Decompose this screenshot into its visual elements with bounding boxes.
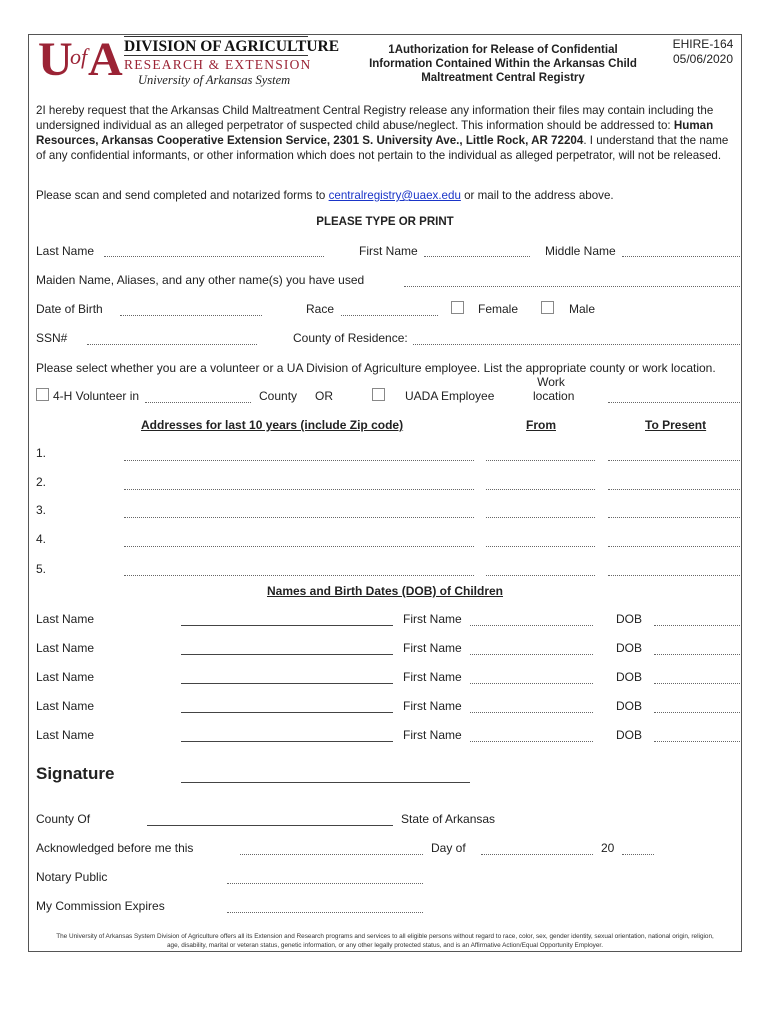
acknowledged-field[interactable] xyxy=(240,854,423,855)
dob-label: Date of Birth xyxy=(36,302,103,316)
last-name-label: Last Name xyxy=(36,244,95,258)
signature-field[interactable] xyxy=(181,782,470,783)
volunteer-checkbox[interactable] xyxy=(36,388,49,401)
child-dob-field[interactable] xyxy=(654,683,740,684)
county-label: County xyxy=(259,389,298,403)
to-field[interactable] xyxy=(608,460,740,461)
work-location-field[interactable] xyxy=(608,402,740,403)
commission-expires-field[interactable] xyxy=(227,912,423,913)
or-label: OR xyxy=(315,389,333,403)
ssn-field[interactable] xyxy=(87,344,257,345)
submission-instructions: Please scan and send completed and notarized forms to centralregistry@uaex.edu or mail to the address above. xyxy=(36,189,614,202)
addresses-heading: Addresses for last 10 years (include Zip code) xyxy=(141,418,404,432)
type-or-print-heading: PLEASE TYPE OR PRINT xyxy=(316,216,454,228)
form-border xyxy=(28,34,742,952)
notary-field[interactable] xyxy=(227,883,423,884)
male-checkbox[interactable] xyxy=(541,301,554,314)
from-heading: From xyxy=(526,418,556,432)
uada-employee-checkbox[interactable] xyxy=(372,388,385,401)
volunteer-label: 4-H Volunteer in xyxy=(53,389,140,403)
last-name-field[interactable] xyxy=(104,256,324,257)
day-of-label: Day of xyxy=(431,841,466,855)
maiden-name-label: Maiden Name, Aliases, and any other name(s) you have used xyxy=(36,273,365,287)
from-field[interactable] xyxy=(486,460,595,461)
address-field[interactable] xyxy=(124,460,474,461)
address-field[interactable] xyxy=(124,575,474,576)
child-first-name-field[interactable] xyxy=(470,625,593,626)
female-label: Female xyxy=(478,302,519,316)
email-link[interactable]: centralregistry@uaex.edu xyxy=(328,189,461,202)
signature-label: Signature xyxy=(36,764,115,783)
child-dob-field[interactable] xyxy=(654,712,740,713)
work-location-label: Work location xyxy=(533,375,575,403)
acknowledged-label: Acknowledged before me this xyxy=(36,841,194,855)
maiden-name-field[interactable] xyxy=(404,286,740,287)
child-dob-field[interactable] xyxy=(654,625,740,626)
county-of-label: County Of xyxy=(36,812,91,826)
from-field[interactable] xyxy=(486,517,595,518)
middle-name-field[interactable] xyxy=(622,256,740,257)
child-last-name-field[interactable] xyxy=(181,625,393,626)
to-field[interactable] xyxy=(608,517,740,518)
child-dob-field[interactable] xyxy=(654,654,740,655)
intro-paragraph: 2I hereby request that the Arkansas Child Maltreatment Central Registry release any information their files may contain including the undersigned individual as an alleged perpetrator of suspected child abuse/neglect. This information should be addressed to: Human Resources, Arkansas Cooperative Extension Service, 2301 S. University Ave., Little Rock, AR 72204. I understand that the name of any confidential informants, or other information which does not pertain to the individual as alleged perpetrator, will not be released. xyxy=(36,104,729,162)
to-field[interactable] xyxy=(608,546,740,547)
volunteer-county-field[interactable] xyxy=(145,402,251,403)
child-first-name-field[interactable] xyxy=(470,741,593,742)
child-last-name-field[interactable] xyxy=(181,683,393,684)
address-field[interactable] xyxy=(124,517,474,518)
address-field[interactable] xyxy=(124,489,474,490)
from-field[interactable] xyxy=(486,546,595,547)
form-id: EHIRE-164 05/06/2020 xyxy=(672,37,734,66)
address-field[interactable] xyxy=(124,546,474,547)
to-field[interactable] xyxy=(608,575,740,576)
eeo-footer: The University of Arkansas System Division of Agriculture offers all its Extension and Research programs and services to all eligible persons without regard to race, color, sex, gender identity, sexual orientation, national origin, religion, age, disability, marital or veteran status, genetic information, or any other legally protected status, and is an Affirmative Action/Equal Opportunity Employer. xyxy=(56,933,714,949)
form-title: 1Authorization for Release of Confidential Information Contained Within the Arkansas Child Maltreatment Central Registry xyxy=(369,44,637,84)
child-last-name-field[interactable] xyxy=(181,654,393,655)
child-last-name-field[interactable] xyxy=(181,741,393,742)
year-label: 20 xyxy=(601,841,615,855)
notary-label: Notary Public xyxy=(36,870,108,884)
year-field[interactable] xyxy=(622,854,654,855)
ssn-label: SSN# xyxy=(36,331,68,345)
child-first-name-field[interactable] xyxy=(470,712,593,713)
middle-name-label: Middle Name xyxy=(545,244,616,258)
from-field[interactable] xyxy=(486,575,595,576)
state-label: State of Arkansas xyxy=(401,812,496,826)
child-first-name-field[interactable] xyxy=(470,654,593,655)
volunteer-instructions: Please select whether you are a volunteer or a UA Division of Agriculture employee. List the appropriate county or work location. xyxy=(36,361,716,375)
child-last-name-field[interactable] xyxy=(181,712,393,713)
county-residence-field[interactable] xyxy=(413,344,740,345)
commission-expires-label: My Commission Expires xyxy=(36,899,165,913)
child-first-name-field[interactable] xyxy=(470,683,593,684)
uada-employee-label: UADA Employee xyxy=(405,389,495,403)
first-name-label: First Name xyxy=(359,244,418,258)
to-present-heading: To Present xyxy=(645,418,707,432)
female-checkbox[interactable] xyxy=(451,301,464,314)
male-label: Male xyxy=(569,302,596,316)
first-name-field[interactable] xyxy=(424,256,530,257)
child-dob-field[interactable] xyxy=(654,741,740,742)
dob-field[interactable] xyxy=(120,315,262,316)
county-residence-label: County of Residence: xyxy=(293,331,408,345)
race-field[interactable] xyxy=(341,315,438,316)
from-field[interactable] xyxy=(486,489,595,490)
race-label: Race xyxy=(306,302,335,316)
month-field[interactable] xyxy=(481,854,593,855)
to-field[interactable] xyxy=(608,489,740,490)
children-heading: Names and Birth Dates (DOB) of Children xyxy=(266,584,504,598)
county-of-field[interactable] xyxy=(147,825,393,826)
